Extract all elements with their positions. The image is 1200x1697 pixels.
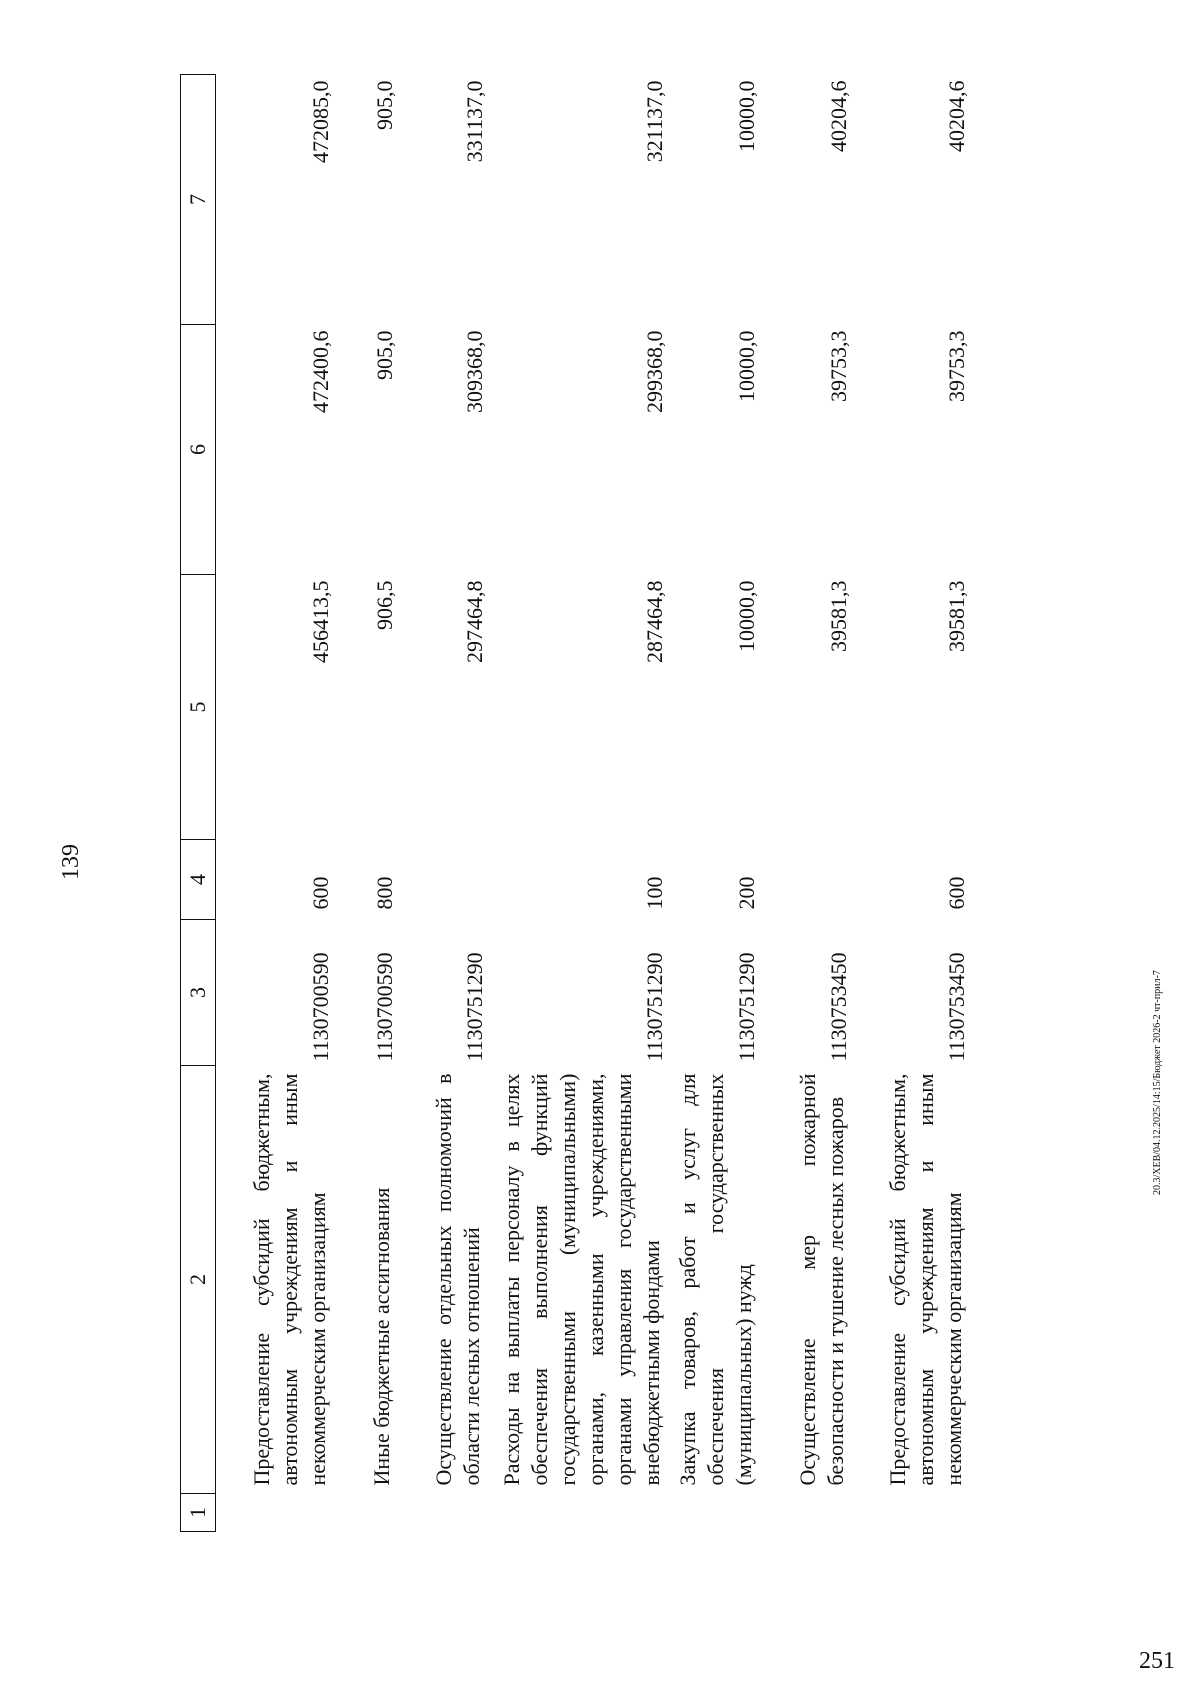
row-code: 1130700590	[307, 952, 333, 1062]
row-value-6: 299368,0	[641, 330, 667, 413]
row-value-5: 906,5	[371, 580, 397, 630]
row-name: Осуществление мер пожарной безопасности и тушение лесных пожаров	[794, 1073, 848, 1486]
cell-empty	[398, 1494, 488, 1532]
row-name: Закупка товаров, работ и услуг для обеспечения государственных (муниципальных) нужд	[674, 1073, 756, 1486]
row-expense-type: 200	[733, 876, 759, 910]
budget-table-grid	[180, 74, 970, 1532]
row-value-6: 39753,3	[943, 330, 969, 402]
table-row	[760, 75, 852, 1532]
row-value-5: 287464,8	[641, 580, 667, 663]
header-col-4: 4	[181, 840, 216, 920]
row-code: 1130700590	[371, 952, 397, 1062]
page-number: 139	[58, 844, 84, 880]
row-value-7: 40204,6	[825, 80, 851, 152]
bottom-page-number: 251	[1139, 1648, 1175, 1674]
row-value-7: 10000,0	[733, 80, 759, 152]
table-row	[398, 75, 488, 1532]
row-value-6: 905,0	[371, 330, 397, 380]
table-row	[334, 75, 398, 1532]
row-value-7: 331137,0	[461, 80, 487, 163]
row-code: 1130753450	[825, 952, 851, 1062]
cell-empty	[216, 1494, 334, 1532]
row-value-5: 10000,0	[733, 580, 759, 652]
row-value-6: 472400,6	[307, 330, 333, 413]
row-code: 1130751290	[733, 952, 759, 1062]
header-col-7: 7	[181, 75, 216, 325]
header-col-1: 1	[181, 1494, 216, 1532]
header-col-5: 5	[181, 575, 216, 840]
row-expense-type: 600	[943, 876, 969, 910]
row-name: Расходы на выплаты персоналу в целях обеспечения выполнения функций государственными (муниципальными) органами, казенными учреждениями, органами управления государственными внебюджетными фондами	[498, 1073, 664, 1486]
row-value-6: 309368,0	[461, 330, 487, 413]
cell-empty	[488, 1494, 668, 1532]
row-value-5: 39581,3	[943, 580, 969, 652]
row-code: 1130751290	[461, 952, 487, 1062]
document-reference: 20.3/ХЕВ/04.12.2025/14:15/Бюджет 2026-2 чт-прил-7	[1152, 970, 1163, 1195]
header-col-2: 2	[181, 1066, 216, 1494]
row-expense-type	[760, 840, 852, 920]
cell-empty	[760, 1494, 852, 1532]
row-name: Осуществление отдельных полномочий в области лесных отношений	[430, 1073, 484, 1486]
row-name: Иные бюджетные ассигнования	[368, 1187, 394, 1486]
header-col-6: 6	[181, 325, 216, 575]
row-expense-type: 100	[641, 876, 667, 910]
row-value-5: 39581,3	[825, 580, 851, 652]
row-value-7: 321137,0	[641, 80, 667, 163]
header-col-3: 3	[181, 920, 216, 1066]
row-code: 1130753450	[943, 952, 969, 1062]
row-expense-type: 800	[371, 876, 397, 910]
row-value-7: 905,0	[371, 80, 397, 130]
row-value-6: 10000,0	[733, 330, 759, 402]
cell-empty	[852, 1494, 970, 1532]
row-expense-type	[398, 840, 488, 920]
table-row	[488, 75, 668, 1532]
table-row	[668, 75, 760, 1532]
row-name: Предоставление субсидий бюджетным, автономным учреждениям и иным некоммерческим организациям	[248, 1073, 330, 1486]
header-row	[181, 75, 216, 1532]
row-code: 1130751290	[641, 952, 667, 1062]
row-value-5: 297464,8	[461, 580, 487, 663]
budget-table	[180, 75, 1044, 1532]
row-value-6: 39753,3	[825, 330, 851, 402]
cell-empty	[668, 1494, 760, 1532]
table-row	[216, 75, 334, 1532]
row-value-5: 456413,5	[307, 580, 333, 663]
row-value-7: 40204,6	[943, 80, 969, 152]
row-name: Предоставление субсидий бюджетным, автономным учреждениям и иным некоммерческим организациям	[884, 1073, 966, 1486]
row-expense-type: 600	[307, 876, 333, 910]
cell-empty	[334, 1494, 398, 1532]
row-value-7: 472085,0	[307, 80, 333, 163]
table-row	[852, 75, 970, 1532]
